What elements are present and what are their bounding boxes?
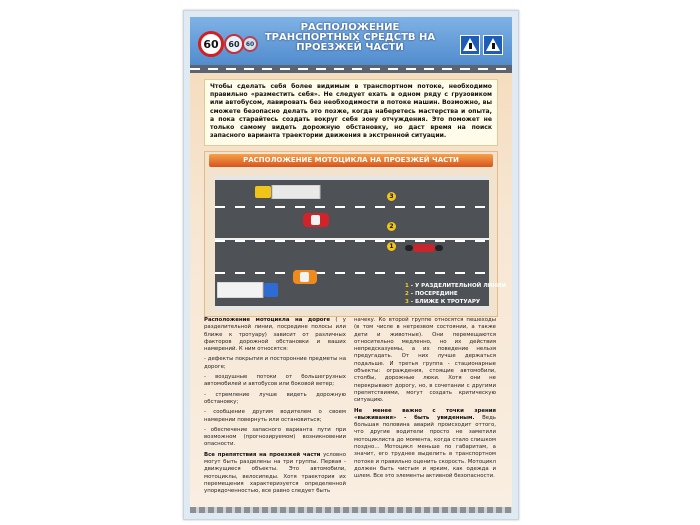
paragraph-text: условно могут быть разделены на три группы. Первая - движущиеся объекты. Это автомобили, мотоциклы, велосипеды. Хотя траектория их перемещения характеризуется определенной упорядоченностью, все равно следует быть bbox=[204, 451, 346, 495]
paragraph-heading: Расположение мотоцикла на дороге bbox=[204, 317, 330, 323]
right-text-column bbox=[354, 317, 496, 507]
paragraph-heading: Не менее важно с точки зрения «выживания» - быть увиденным. bbox=[354, 407, 496, 421]
pedestrian-crossing-sign-icon bbox=[483, 35, 503, 55]
bullet-item: - обеспечение запасного варианта пути при возможном (прогнозируемом) возникновении опасности. bbox=[204, 426, 346, 448]
position-marker: 1 bbox=[387, 242, 396, 251]
poster-header bbox=[190, 17, 512, 73]
legend-item: 1 - У РАЗДЕЛИТЕЛЬНОЙ ЛИНИИ bbox=[405, 283, 507, 289]
bullet-item: - сообщение другим водителем о своем намерении повернуть или остановиться; bbox=[204, 409, 346, 423]
left-text-column bbox=[204, 317, 346, 507]
paragraph-text: начеку. Ко второй группе относятся пешеходы (в том числе в нетрезвом состоянии, а также дети и животные). Они перемещаются относительно медленно, но их действия непредсказуемы, а их поведение нельзя предугадать. От них лучше держаться подальше. И третья группа - стационарные объекты: ограждения, стоящие автомобили, столбы, дорожные люки. Хотя они не перекрывают дорогу, но, в сочетании с другими препятствиями, могут создать критическую ситуацию. bbox=[354, 317, 496, 404]
road-diagram bbox=[215, 176, 507, 310]
speed-limit-value: 60 bbox=[228, 39, 240, 49]
speed-limit-value: 60 bbox=[245, 40, 255, 48]
intro-text: Чтобы сделать себя более видимым в транспортном потоке, необходимо правильно «разместить себя». Не следует ехать в одном ряду с грузовиком или автобусом, лавировать без необходимости в потоке машин. Возможно, вы сможете безопасно делать это позже, когда наберетесь мастерства и опыта, а пока старайтесь создать вокруг себя зону отчуждения. Это поможет не только самому видеть дорожную обстановку, но даст время на поиск запасного варианта траектории движения в экстренной ситуации. bbox=[204, 79, 498, 146]
speed-limit-sign-icon bbox=[224, 34, 244, 54]
bullet-item: - воздушные потоки от большегрузных автомобилей и автобусов или боковой ветер; bbox=[204, 374, 346, 388]
bullet-item: - дефекты покрытия и посторонние предметы на дороге; bbox=[204, 356, 346, 370]
pedestrian-crossing-sign-icon bbox=[460, 35, 480, 55]
lane-marking bbox=[215, 272, 489, 274]
lane-marking bbox=[215, 206, 489, 208]
speed-limit-sign-icon bbox=[198, 31, 224, 57]
car-icon bbox=[303, 213, 329, 227]
center-divider-line bbox=[215, 240, 489, 242]
section-title: РАСПОЛОЖЕНИЕ МОТОЦИКЛА НА ПРОЕЗЖЕЙ ЧАСТИ bbox=[243, 156, 459, 164]
paragraph-text: ( у разделительной линии, посредине полосы или ближе к тротуару) зависит от различных факторов дорожной обстановки и ваших намерений. К ним относятся: bbox=[204, 317, 346, 353]
speed-limit-sign-icon bbox=[242, 36, 258, 52]
bullet-item: - стремление лучше видеть дорожную обстановку; bbox=[204, 391, 346, 405]
legend bbox=[405, 282, 506, 306]
paragraph-heading: Все препятствия на проезжей части bbox=[204, 451, 321, 458]
legend-item: 3 - БЛИЖЕ К ТРОТУАРУ bbox=[405, 299, 481, 305]
position-marker: 2 bbox=[387, 222, 396, 231]
poster-body bbox=[190, 17, 512, 513]
car-icon bbox=[293, 270, 317, 284]
motorcycle-icon bbox=[405, 242, 445, 254]
paragraph-text: Ведь большая половина аварий происходит оттого, что другие водители просто не заметили мотоциклиста до момента, когда стало слишком поздно… Мотоцикл меньше по габаритам, а значит, его труднее выделить в транспортном потоке и правильно оценить скорость. Мотоцикл должен быть чистым и ярким, как одежда и шлем. Все это элементы активной безопасности. bbox=[354, 414, 496, 480]
poster bbox=[183, 10, 519, 520]
section-banner bbox=[209, 154, 493, 167]
truck-icon bbox=[217, 282, 279, 298]
header-road-strip bbox=[190, 65, 512, 73]
truck-icon bbox=[255, 185, 321, 199]
position-marker: 3 bbox=[387, 192, 396, 201]
page-title: РАСПОЛОЖЕНИЕ ТРАНСПОРТНЫХ СРЕДСТВ НА ПРОЕЗЖЕЙ ЧАСТИ bbox=[264, 22, 436, 53]
footer-strip bbox=[190, 507, 512, 513]
legend-item: 2 - ПОСЕРЕДИНЕ bbox=[405, 291, 458, 297]
motorcycle-position-section bbox=[204, 151, 507, 317]
speed-limit-value: 60 bbox=[203, 37, 219, 51]
